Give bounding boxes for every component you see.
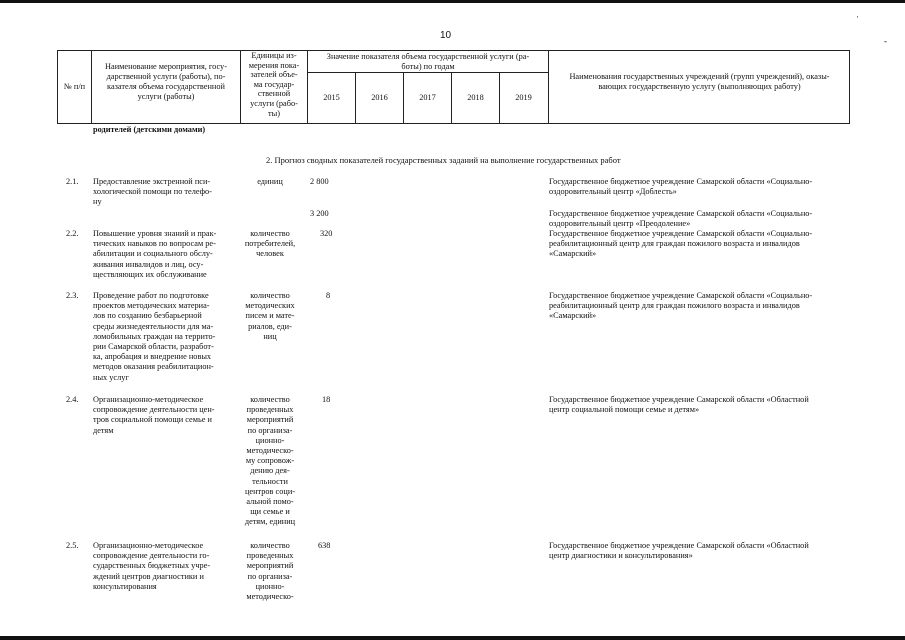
row-unit: количество потребителей, человек [244,229,296,259]
header-year: 2018 [467,93,484,102]
row-institution: Государственное бюджетное учреждение Самарской области «Областной центр социальной помощи семье и детям» [549,395,809,415]
header-year: 2015 [323,93,340,102]
table-header [57,50,850,124]
row-unit: количество проведенных мероприятий по организа- ционно- методическо- му сопровож- дению дея- тельности центров соци- альной помо- щи семье и детям, единиц [244,395,296,527]
row-number: 2.4. [66,395,79,404]
header-unit: Единицы из- мерения пока- зателей объе- ма государ- ственной услуги (рабо- ты) [248,51,300,118]
row-value: 18 [322,395,331,404]
row-institution: Государственное бюджетное учреждение Самарской области «Социально- реабилитационный центр для граждан пожилого возраста и инвалидов «Самарский» [549,291,813,321]
row-number: 2.3. [66,291,79,300]
continuation-text: родителей (детскими домами) [93,125,206,134]
bottom-border [0,636,905,640]
row-number: 2.2. [66,229,79,238]
top-border [0,0,905,3]
row-institution: Государственное бюджетное учреждение Самарской области «Социально- реабилитационный центр для граждан пожилого возраста и инвалидов «Самарский» [549,229,813,259]
row-institution: Государственное бюджетное учреждение Самарской области «Областной центр диагностики и консультирования» [549,541,809,561]
row-unit: единиц [257,177,283,186]
row-institution: Государственное бюджетное учреждение Самарской области «Социально- оздоровительный центр «Доблесть» [549,177,813,197]
row-value: 638 [318,541,331,550]
page-number: 10 [440,30,452,41]
row-value: 2 800 [310,177,329,186]
row-number: 2.1. [66,177,79,186]
header-year: 2017 [419,93,436,102]
header-year: 2016 [371,93,388,102]
row-name: Проведение работ по подготовке проектов методических материа- лов по созданию безбарьерной среды жизнедеятельности для ма- ломобильных граждан на террито- рии Самарской области, разработ- ка, апробация и внедрение новых методов оказания реабилитацион- ных услуг [93,291,216,382]
row-number: 2.5. [66,541,79,550]
header-institutions: Наименования государственных учреждений (групп учреждений), оказы- вающих государственную услугу (выполняющих работу) [569,72,830,91]
header-values-group: Значение показателя объема государственной услуги (ра- боты) по годам [326,52,530,71]
row-value: 3 200 [310,209,329,218]
row-name: Предоставление экстренной пси- хологической помощи по телефо- ну [93,177,212,207]
row-name: Организационно-методическое сопровождение деятельности го- сударственных бюджетных учре- ждений центров диагностики и консультирования [93,541,211,591]
header-num: № п/п [63,82,86,91]
scan-speck: · [856,12,859,22]
section-title: 2. Прогноз сводных показателей государственных заданий на выполнение государственных работ [266,155,621,165]
row-name: Повышение уровня знаний и прак- тических навыков по вопросам ре- абилитации и социального обслу- живания инвалидов и лиц, осу- ществляющих их обслуживание [93,229,217,279]
scan-speck: - [884,36,887,46]
row-institution: Государственное бюджетное учреждение Самарской области «Социально- оздоровительный центр «Преодоление» [549,209,813,229]
header-name: Наименование мероприятия, госу- дарственной услуги (работы), по- казателя объема государственной услуги (работы) [105,62,227,101]
row-name: Организационно-методическое сопровождение деятельности цен- тров социальной помощи семье и детям [93,395,215,435]
row-unit: количество проведенных мероприятий по организа- ционно- методическо- [246,541,294,602]
row-value: 8 [326,291,331,300]
row-value: 320 [320,229,333,238]
row-unit: количество методических писем и мате- риалов, еди- ниц [245,291,295,341]
header-year: 2019 [515,93,532,102]
